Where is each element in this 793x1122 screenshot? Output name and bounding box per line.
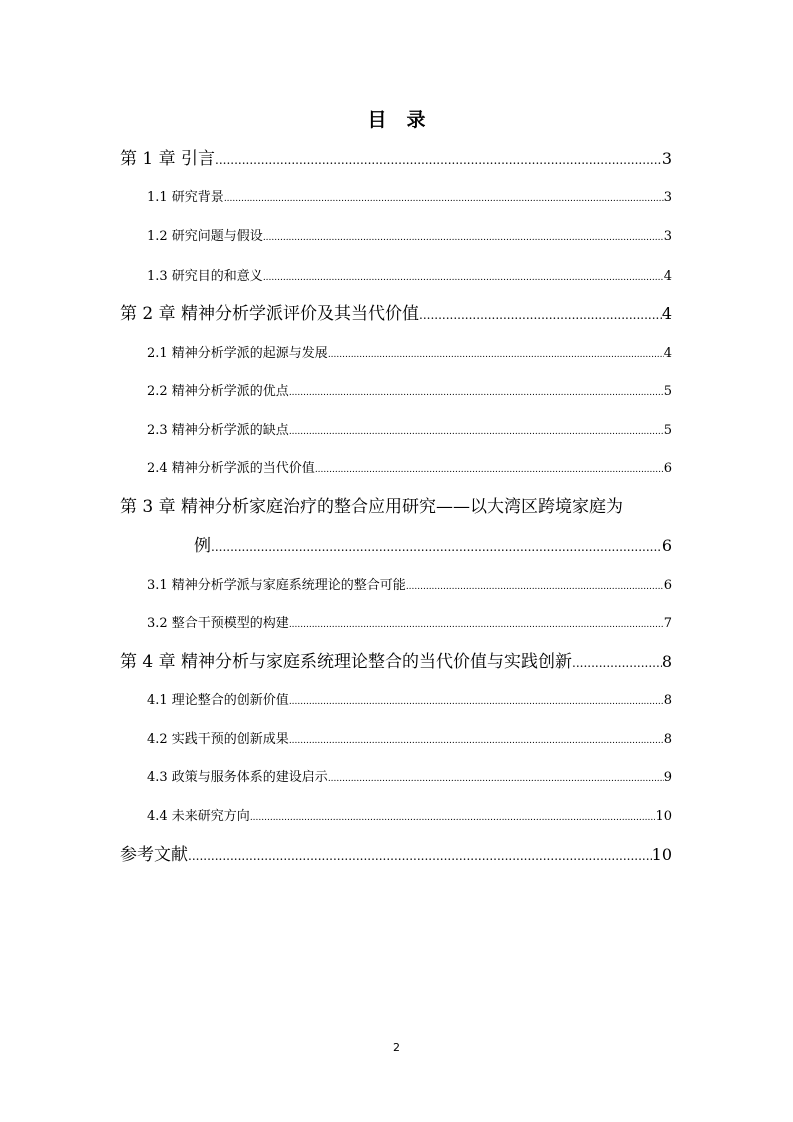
toc-entry-label: 第 1 章 引言 xyxy=(120,149,216,169)
toc-leader-dots xyxy=(572,650,662,676)
toc-entry-page: 8 xyxy=(663,732,672,747)
toc-entry-label: 3.2 整合干预模型的构建 xyxy=(147,616,289,631)
toc-entry-label: 4.3 政策与服务体系的建设启示 xyxy=(147,770,328,785)
toc-leader-dots xyxy=(419,302,662,328)
toc-entry-label: 2.3 精神分析学派的缺点 xyxy=(147,423,289,438)
toc-entry-page: 3 xyxy=(663,190,672,205)
toc-entry-page: 5 xyxy=(663,423,672,438)
toc-entry-chapter-3[interactable] xyxy=(120,494,672,520)
toc-leader-dots xyxy=(289,692,664,712)
toc-entry-page: 6 xyxy=(663,578,672,593)
toc-entry-section-3-1[interactable] xyxy=(147,576,672,597)
toc-entry-page: 4 xyxy=(663,346,672,361)
toc-entry-page: 10 xyxy=(655,809,672,824)
toc-leader-dots xyxy=(315,460,664,480)
toc-leader-dots xyxy=(289,615,664,635)
toc-entry-section-2-4[interactable] xyxy=(147,459,672,480)
toc-entry-page: 6 xyxy=(661,536,672,555)
toc-leader-dots xyxy=(328,769,664,789)
toc-entry-label: 2.4 精神分析学派的当代价值 xyxy=(147,461,315,476)
toc-leader-dots xyxy=(211,534,662,560)
toc-entry-section-2-2[interactable] xyxy=(147,382,672,403)
toc-entry-label: 4.2 实践干预的创新成果 xyxy=(147,732,289,747)
toc-entry-section-2-3[interactable] xyxy=(147,421,672,442)
toc-entry-page: 10 xyxy=(651,845,672,864)
toc-entry-section-4-3[interactable] xyxy=(147,768,672,789)
toc-leader-dots xyxy=(263,268,664,288)
toc-title xyxy=(0,106,793,134)
toc-entry-section-1-2[interactable] xyxy=(147,227,672,248)
toc-entry-label: 参考文献 xyxy=(120,845,188,865)
toc-title-left: 目 xyxy=(367,109,387,131)
toc-leader-dots xyxy=(215,147,662,173)
toc-entry-label: 4.4 未来研究方向 xyxy=(147,809,250,824)
toc-entry-label: 4.1 理论整合的创新价值 xyxy=(147,693,289,708)
toc-entry-section-2-1[interactable] xyxy=(147,344,672,365)
toc-entry-page: 8 xyxy=(663,693,672,708)
toc-entry-label: 第 3 章 精神分析家庭治疗的整合应用研究——以大湾区跨境家庭为 xyxy=(120,497,624,517)
toc-leader-dots xyxy=(224,189,664,209)
toc-leader-dots xyxy=(263,228,664,248)
toc-entry-label: 2.2 精神分析学派的优点 xyxy=(147,384,289,399)
toc-entry-label: 2.1 精神分析学派的起源与发展 xyxy=(147,346,328,361)
toc-entry-label: 1.1 研究背景 xyxy=(147,190,224,205)
toc-leader-dots xyxy=(250,808,656,828)
toc-entry-label: 1.3 研究目的和意义 xyxy=(147,269,263,284)
toc-entry-page: 8 xyxy=(661,652,672,671)
page-number: 2 xyxy=(393,1041,400,1054)
toc-entry-label: 3.1 精神分析学派与家庭系统理论的整合可能 xyxy=(147,578,406,593)
toc-entry-page: 4 xyxy=(663,269,672,284)
toc-leader-dots xyxy=(289,383,664,403)
toc-leader-dots xyxy=(289,422,664,442)
toc-entry-chapter-1[interactable] xyxy=(120,146,672,173)
toc-entry-chapter-3-continued[interactable] xyxy=(194,533,672,560)
toc-leader-dots xyxy=(188,843,652,869)
toc-entry-page: 9 xyxy=(663,770,672,785)
toc-entry-section-4-4[interactable] xyxy=(147,807,672,828)
toc-entry-page: 5 xyxy=(663,384,672,399)
toc-entry-section-4-2[interactable] xyxy=(147,730,672,751)
toc-entry-section-1-1[interactable] xyxy=(147,188,672,209)
toc-entry-label: 第 4 章 精神分析与家庭系统理论整合的当代价值与实践创新 xyxy=(120,652,573,672)
toc-leader-dots xyxy=(406,577,664,597)
toc-entry-page: 7 xyxy=(663,616,672,631)
toc-entry-page: 3 xyxy=(663,229,672,244)
toc-entry-chapter-2[interactable] xyxy=(120,301,672,328)
toc-entry-label: 1.2 研究问题与假设 xyxy=(147,229,263,244)
toc-entry-section-1-3[interactable] xyxy=(147,267,672,288)
toc-leader-dots xyxy=(289,731,664,751)
toc-entry-section-4-1[interactable] xyxy=(147,691,672,712)
toc-entry-section-3-2[interactable] xyxy=(147,614,672,635)
toc-entry-references[interactable] xyxy=(120,842,672,869)
toc-leader-dots xyxy=(328,345,664,365)
toc-entry-page: 3 xyxy=(661,149,672,168)
toc-entry-page: 6 xyxy=(663,461,672,476)
toc-entry-page: 4 xyxy=(661,304,672,323)
toc-entry-label-continued: 例 xyxy=(194,536,211,556)
toc-entry-chapter-4[interactable] xyxy=(120,649,672,676)
toc-entry-label: 第 2 章 精神分析学派评价及其当代价值 xyxy=(120,304,420,324)
toc-title-right: 录 xyxy=(406,109,426,131)
